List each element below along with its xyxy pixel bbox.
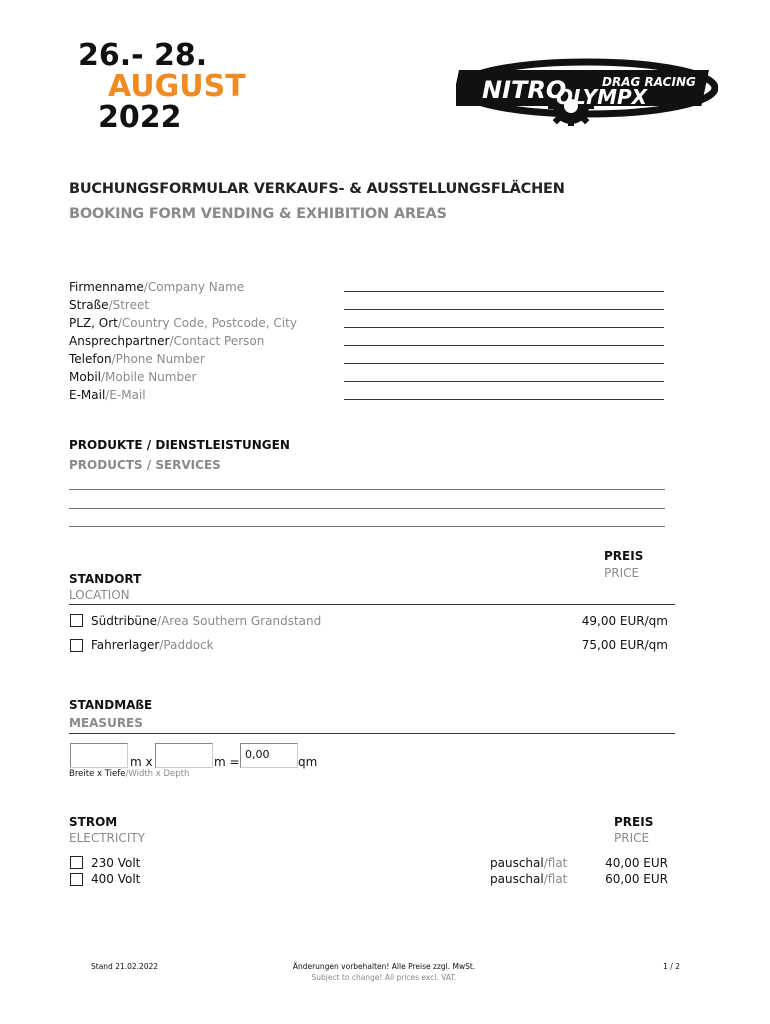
- nitrolympx-logo: [456, 56, 718, 126]
- width-unit: m x: [130, 755, 153, 769]
- date-line-2: AUGUST: [108, 69, 246, 104]
- checkbox-230-volt[interactable]: [70, 856, 83, 869]
- depth-unit: m =: [214, 755, 240, 769]
- area-result-value: 0,00: [245, 748, 270, 761]
- measures-divider: [69, 733, 675, 734]
- products-line-1[interactable]: [69, 489, 665, 490]
- location-price-heading-en: PRICE: [604, 566, 640, 580]
- price-paddock: 75,00 EUR/qm: [581, 638, 668, 652]
- event-date-logo: [78, 40, 246, 133]
- option-230-volt: 230 Volt: [91, 856, 141, 870]
- phone-field[interactable]: [344, 363, 664, 364]
- products-heading-de: PRODUKTE / DIENSTLEISTUNGEN: [69, 438, 290, 452]
- products-line-3[interactable]: [69, 526, 665, 527]
- electricity-price-heading-de: PREIS: [614, 815, 654, 829]
- measures-caption: Breite x Tiefe/Width x Depth: [69, 769, 190, 779]
- checkbox-paddock[interactable]: [70, 639, 83, 652]
- location-heading-de: STANDORT: [69, 572, 142, 586]
- electricity-price-heading-en: PRICE: [614, 831, 650, 845]
- date-line-1: 26.- 28.: [78, 38, 208, 73]
- measures-heading-en: MEASURES: [69, 716, 143, 730]
- street-field[interactable]: [344, 309, 664, 310]
- field-label-street: Straße/Street: [69, 298, 150, 312]
- form-title-de: BUCHUNGSFORMULAR VERKAUFS- & AUSSTELLUNGSFLÄCHEN: [69, 181, 565, 197]
- products-heading-en: PRODUCTS / SERVICES: [69, 458, 221, 472]
- contact-person-field[interactable]: [344, 345, 664, 346]
- location-heading-en: LOCATION: [69, 588, 130, 602]
- logo-text-nitro: NITRO: [482, 76, 567, 104]
- checkbox-southern-grandstand[interactable]: [70, 614, 83, 627]
- width-input[interactable]: [70, 743, 128, 768]
- depth-input[interactable]: [155, 743, 213, 768]
- option-paddock: Fahrerlager/Paddock: [91, 638, 214, 652]
- price-230-volt: 40,00 EUR: [605, 856, 668, 870]
- option-southern-grandstand: Südtribüne/Area Southern Grandstand: [91, 614, 322, 628]
- email-field[interactable]: [344, 399, 664, 400]
- electricity-heading-en: ELECTRICITY: [69, 831, 146, 845]
- date-line-3: 2022: [98, 100, 182, 135]
- logo-text-olympx: OLYMPX: [556, 85, 648, 109]
- footer-note-en: Subject to change! All prices excl. VAT.: [311, 973, 457, 982]
- mobile-field[interactable]: [344, 381, 664, 382]
- field-label-phone: Telefon/Phone Number: [69, 352, 205, 366]
- area-result-field: [240, 743, 298, 768]
- area-unit: qm: [298, 755, 318, 769]
- field-label-contact-person: Ansprechpartner/Contact Person: [69, 334, 265, 348]
- company-name-field[interactable]: [344, 291, 664, 292]
- location-price-heading-de: PREIS: [604, 549, 644, 563]
- footer-note-de: Änderungen vorbehalten! Alle Preise zzgl. MwSt.: [292, 962, 476, 971]
- logo-text-drag-racing: DRAG RACING: [602, 75, 696, 89]
- location-divider: [69, 604, 675, 605]
- checkbox-400-volt[interactable]: [70, 873, 83, 886]
- type-400-volt: pauschal/flat: [490, 872, 568, 886]
- type-230-volt: pauschal/flat: [490, 856, 568, 870]
- electricity-heading-de: STROM: [69, 815, 118, 829]
- page-number: 1 / 2: [663, 962, 680, 971]
- footer-stand: Stand 21.02.2022: [91, 962, 159, 971]
- option-400-volt: 400 Volt: [91, 872, 141, 886]
- field-label-city: PLZ, Ort/Country Code, Postcode, City: [69, 316, 297, 330]
- products-line-2[interactable]: [69, 508, 665, 509]
- form-title-en: BOOKING FORM VENDING & EXHIBITION AREAS: [69, 206, 447, 222]
- field-label-email: E-Mail/E-Mail: [69, 388, 146, 402]
- price-southern-grandstand: 49,00 EUR/qm: [581, 614, 668, 628]
- city-field[interactable]: [344, 327, 664, 328]
- field-label-mobile: Mobil/Mobile Number: [69, 370, 197, 384]
- price-400-volt: 60,00 EUR: [605, 872, 668, 886]
- field-label-company: Firmenname/Company Name: [69, 280, 245, 294]
- measures-heading-de: STANDMAßE: [69, 698, 153, 712]
